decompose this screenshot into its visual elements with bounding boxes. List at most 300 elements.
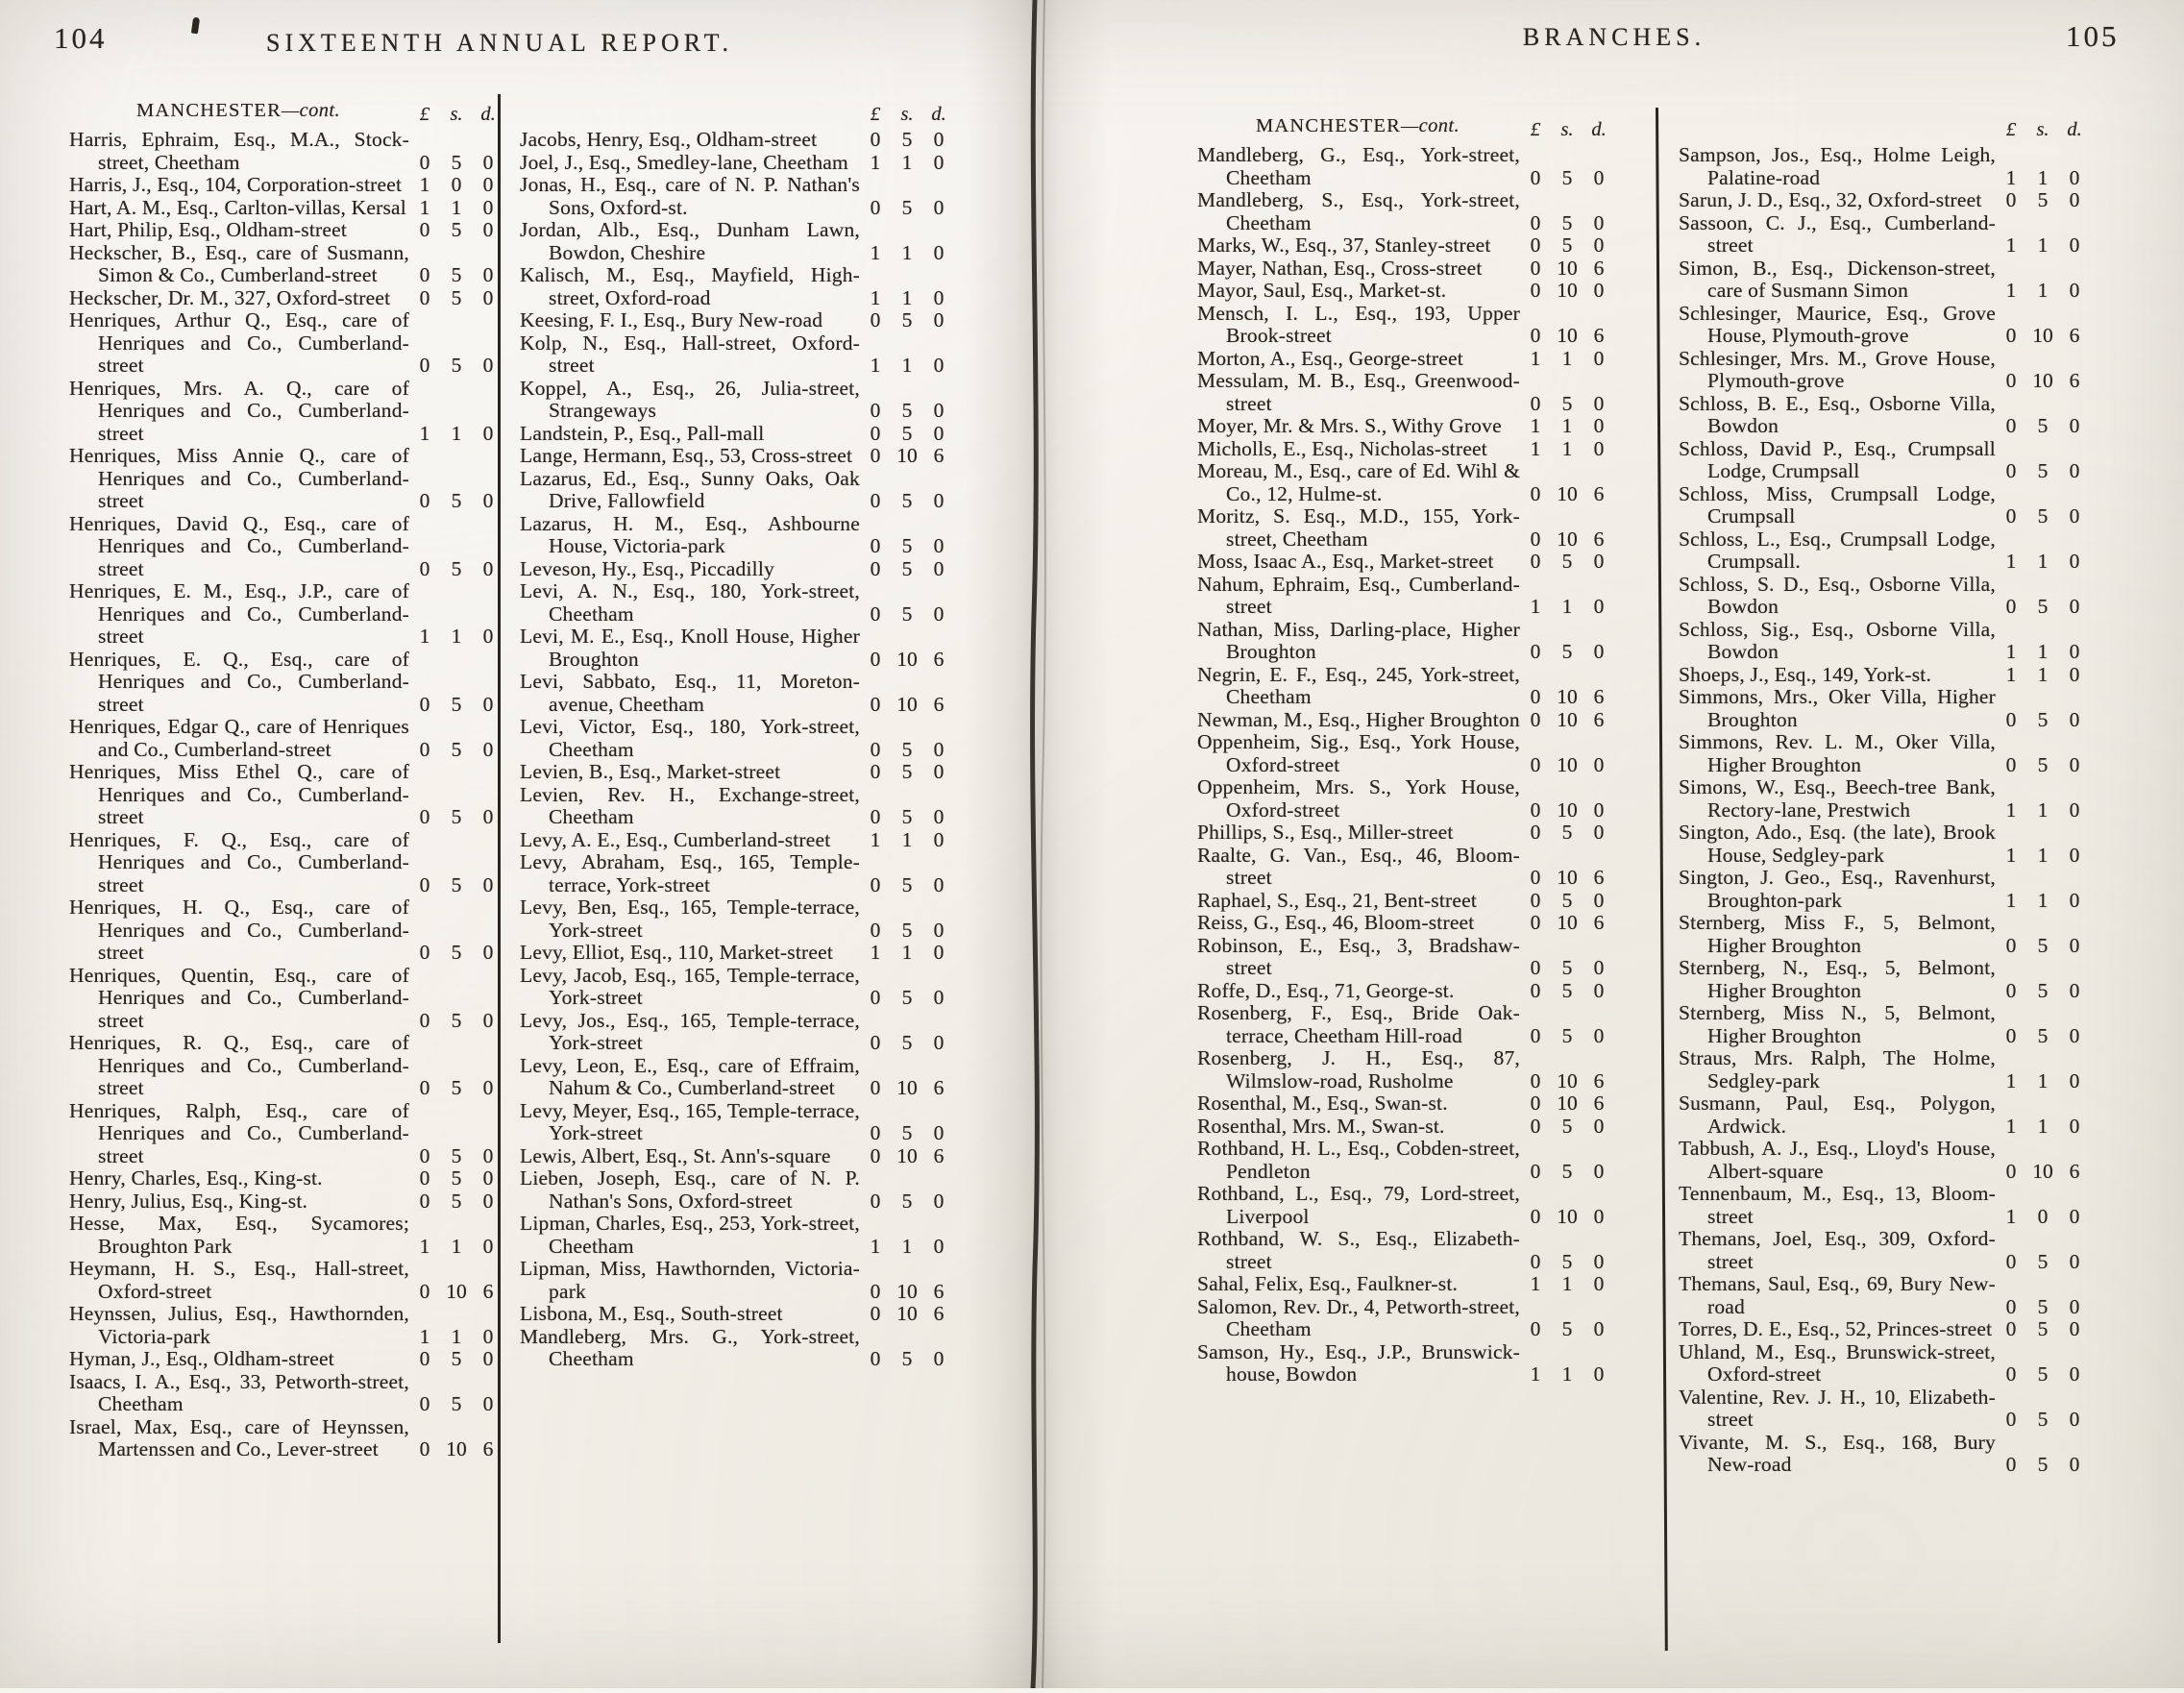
- amount-pounds: 0: [2005, 752, 2017, 776]
- subscription-entry: [1679, 393, 2090, 438]
- amount-pounds: 1: [2005, 1114, 2017, 1138]
- amount-pounds: 0: [1530, 956, 1541, 979]
- binding-crease-line: [966, 0, 1110, 1688]
- amount-pence: 0: [933, 1031, 945, 1054]
- subscriber-name: Moyer, Mr. & Mrs. S., Withy Grove: [1197, 414, 1502, 437]
- amount-shillings: 1: [1561, 1272, 1573, 1295]
- subscriber-name: Torres, D. E., Esq., 52, Princes-street: [1679, 1317, 1993, 1340]
- amount-shillings: 5: [1561, 821, 1573, 844]
- amount-pence: 6: [482, 1437, 494, 1460]
- subscription-amount: [413, 626, 503, 649]
- amount-pence: 0: [482, 1234, 494, 1258]
- subscriber-name: Levy, Ben, Esq., 165, Temple-terrace, York-street: [520, 896, 860, 942]
- subscription-entry: [69, 174, 503, 197]
- amount-pence: 0: [2069, 933, 2080, 957]
- amount-pounds: 0: [419, 150, 430, 174]
- subscriber-name: Levi, Victor, Esq., 180, York-street, Cheetham: [520, 715, 860, 761]
- amount-shillings: 10: [1557, 707, 1578, 731]
- subscription-entry: [520, 1213, 954, 1258]
- amount-shillings: 10: [896, 1143, 918, 1167]
- amount-pounds: 0: [1530, 978, 1541, 1002]
- subscription-amount: [2000, 1409, 2090, 1432]
- subscription-amount: [864, 1236, 954, 1259]
- column-divider-left: [498, 94, 501, 1643]
- subscriber-name: Henry, Charles, Esq., King-st.: [69, 1166, 323, 1190]
- amount-shillings: 5: [901, 1189, 913, 1213]
- amount-pence: 0: [933, 986, 945, 1009]
- subscription-entry: [520, 468, 954, 513]
- amount-shillings: 5: [2037, 1408, 2049, 1431]
- subscription-amount: [2000, 980, 2090, 1003]
- subscription-amount: [864, 987, 954, 1010]
- subscriber-name: Heckscher, Dr. M., 327, Oxford-street: [69, 285, 391, 309]
- subscription-amount: [1524, 1206, 1614, 1229]
- amount-pence: 0: [482, 285, 494, 309]
- amount-pence: 0: [482, 263, 494, 286]
- amount-pounds: 1: [419, 173, 430, 196]
- subscription-entry: [1197, 438, 1614, 461]
- subscription-entry: [520, 1258, 954, 1303]
- amount-pounds: 0: [419, 941, 430, 964]
- subscriber-name: Sarun, J. D., Esq., 32, Oxford-street: [1679, 188, 1982, 211]
- amount-shillings: 5: [901, 601, 913, 626]
- amount-shillings: 1: [2037, 797, 2049, 822]
- subscriber-name: Rothband, H. L., Esq., Cobden-street, Pendleton: [1197, 1137, 1520, 1183]
- amount-shillings: 5: [901, 421, 913, 445]
- amount-pounds: 0: [419, 218, 430, 241]
- amount-pence: 0: [1593, 233, 1605, 257]
- amount-pounds: 0: [1530, 391, 1541, 415]
- amount-pence: 0: [482, 1143, 494, 1167]
- amount-pounds: 0: [419, 354, 430, 377]
- amount-pounds: 0: [1530, 888, 1541, 912]
- subscription-amount: [413, 1167, 503, 1190]
- amount-pounds: 1: [2005, 662, 2017, 686]
- amount-pence: 0: [2069, 752, 2080, 776]
- subscription-amount: [864, 1077, 954, 1100]
- amount-shillings: 10: [1557, 1068, 1578, 1092]
- amount-pence: 0: [1593, 391, 1605, 415]
- pence-label: d.: [480, 104, 496, 125]
- subscription-entry: [69, 1371, 503, 1416]
- subscriber-column-2: [520, 100, 954, 1371]
- subscription-entry: [1197, 144, 1614, 189]
- subscription-amount: [1524, 1251, 1614, 1274]
- amount-shillings: 5: [1561, 550, 1573, 573]
- subscription-entry: [69, 242, 503, 287]
- subscription-amount: [1524, 1116, 1614, 1139]
- subscription-entry: [69, 1416, 503, 1461]
- amount-pounds: 0: [2005, 188, 2017, 211]
- amount-shillings: 1: [1561, 595, 1573, 618]
- amount-pounds: 0: [870, 128, 881, 151]
- subscription-amount: [413, 423, 503, 446]
- subscription-entry: [69, 378, 503, 446]
- subscription-entry: [69, 513, 503, 581]
- subscriber-name: Uhland, M., Esq., Brunswick-street, Oxford-street: [1679, 1339, 1996, 1386]
- subscriber-name: Hesse, Max, Esq., Sycamores; Broughton Park: [69, 1212, 409, 1258]
- amount-pence: 0: [1593, 821, 1605, 844]
- amount-pence: 0: [1593, 752, 1605, 776]
- currency-header: [864, 104, 954, 126]
- amount-pounds: 0: [1530, 481, 1541, 505]
- subscription-amount: [864, 942, 954, 965]
- subscriber-name: Rosenberg, J. H., Esq., 87, Wilmslow-road, Rusholme: [1197, 1046, 1520, 1092]
- subscriber-name: Keesing, F. I., Esq., Bury New-road: [520, 308, 823, 331]
- amount-shillings: 5: [451, 692, 462, 716]
- subscription-amount: [864, 129, 954, 152]
- subscription-amount: [1524, 528, 1614, 552]
- subscriber-name: Henriques, Mrs. A. Q., care of Henriques and Co., Cumberland-street: [69, 376, 409, 445]
- amount-pounds: 0: [2005, 369, 2017, 392]
- subscriber-name: Simon, B., Esq., Dickenson-street, care of Susmann Simon: [1679, 256, 1996, 302]
- subscription-entry: [520, 129, 954, 152]
- subscription-entry: [1679, 867, 2090, 912]
- subscriber-name: Levien, Rev. H., Exchange-street, Cheetham: [520, 782, 860, 828]
- currency-header: [413, 104, 503, 126]
- amount-pounds: 1: [419, 195, 430, 219]
- subscription-entry: [520, 580, 954, 626]
- subscription-entry: [520, 332, 954, 378]
- amount-shillings: 5: [451, 1392, 462, 1415]
- subscriber-name: Henriques, E. Q., Esq., care of Henriques and Co., Cumberland-street: [69, 647, 409, 716]
- subscription-amount: [2000, 1025, 2090, 1048]
- subscriber-name: Valentine, Rev. J. H., 10, Elizabeth-street: [1679, 1385, 1996, 1431]
- amount-shillings: 5: [1561, 888, 1573, 912]
- amount-pence: 6: [2069, 1159, 2080, 1183]
- amount-pounds: 0: [419, 285, 430, 309]
- subscriber-name: Levien, B., Esq., Market-street: [520, 760, 781, 783]
- amount-pence: 0: [1593, 956, 1605, 979]
- amount-pounds: 0: [2005, 1362, 2017, 1386]
- subscriber-name: Robinson, E., Esq., 3, Bradshaw-street: [1197, 933, 1520, 979]
- amount-pence: 0: [2069, 279, 2080, 302]
- amount-pounds: 1: [2005, 888, 2017, 912]
- amount-shillings: 10: [896, 444, 918, 467]
- pence-label: d.: [2067, 119, 2082, 140]
- amount-shillings: 5: [2037, 188, 2049, 211]
- amount-shillings: 10: [446, 1437, 467, 1460]
- amount-shillings: 5: [2037, 707, 2049, 731]
- amount-pounds: 0: [870, 918, 881, 942]
- amount-pounds: 0: [1530, 640, 1541, 663]
- book-binding-shadow: [966, 0, 1110, 1688]
- subscription-entry: [520, 1100, 954, 1145]
- subscription-amount: [2000, 167, 2090, 190]
- subscription-entry: [1197, 303, 1614, 348]
- amount-shillings: 0: [451, 173, 462, 196]
- amount-shillings: 5: [451, 872, 462, 896]
- subscriber-name: Susmann, Paul, Esq., Polygon, Ardwick.: [1679, 1092, 1996, 1138]
- amount-shillings: 5: [901, 805, 913, 828]
- amount-shillings: 10: [2032, 369, 2053, 392]
- subscription-amount: [1524, 483, 1614, 506]
- subscriber-name: Harris, Ephraim, Esq., M.A., Stock-street, Cheetham: [69, 128, 409, 174]
- amount-pence: 0: [2069, 707, 2080, 731]
- amount-pence: 6: [933, 692, 945, 716]
- pence-label: d.: [1591, 119, 1607, 140]
- subscriber-name: Mandleberg, G., Esq., York-street, Cheetham: [1197, 143, 1520, 189]
- subscriber-name: Schloss, L., Esq., Crumpsall Lodge, Crumpsall.: [1679, 527, 1996, 573]
- amount-shillings: 1: [451, 421, 462, 445]
- amount-pence: 0: [2069, 1068, 2080, 1092]
- amount-pence: 0: [482, 1347, 494, 1370]
- amount-shillings: 5: [901, 986, 913, 1009]
- amount-pence: 0: [2069, 1249, 2080, 1273]
- amount-pence: 0: [482, 173, 494, 196]
- amount-pence: 0: [2069, 188, 2080, 211]
- subscriber-name: Rothband, W. S., Esq., Elizabeth-street: [1197, 1227, 1520, 1273]
- amount-shillings: 5: [2037, 595, 2049, 618]
- amount-shillings: 1: [451, 1234, 462, 1258]
- subscription-amount: [413, 874, 503, 897]
- amount-shillings: 10: [1557, 527, 1578, 551]
- pounds-symbol: £: [419, 104, 430, 125]
- amount-pence: 0: [1593, 1204, 1605, 1228]
- subscription-amount: [2000, 1318, 2090, 1341]
- amount-pounds: 0: [870, 1031, 881, 1054]
- subscription-entry: [1679, 258, 2090, 303]
- amount-pence: 0: [482, 489, 494, 512]
- amount-pounds: 0: [1530, 911, 1541, 934]
- amount-pence: 0: [482, 421, 494, 445]
- amount-pence: 0: [933, 827, 945, 851]
- subscription-entry: [1197, 664, 1614, 709]
- amount-shillings: 5: [2037, 459, 2049, 482]
- subscriber-name: Schloss, Miss, Crumpsall Lodge, Crumpsall: [1679, 481, 1996, 528]
- amount-pounds: 1: [1530, 1362, 1541, 1386]
- amount-pounds: 0: [419, 263, 430, 286]
- amount-shillings: 5: [2037, 978, 2049, 1002]
- subscription-amount: [413, 1010, 503, 1033]
- subscriber-name: Schlesinger, Mrs. M., Grove House, Plymouth-grove: [1679, 346, 1996, 392]
- subscription-entry: [69, 309, 503, 378]
- amount-shillings: 5: [901, 489, 913, 512]
- amount-pence: 0: [2069, 797, 2080, 822]
- amount-pounds: 0: [419, 1076, 430, 1099]
- subscriber-name: Joel, J., Esq., Smedley-lane, Cheetham: [520, 150, 848, 174]
- amount-pounds: 0: [2005, 707, 2017, 731]
- amount-shillings: 5: [1561, 1114, 1573, 1138]
- subscription-amount: [1524, 393, 1614, 416]
- subscription-amount: [2000, 1161, 2090, 1184]
- amount-shillings: 10: [896, 1076, 918, 1099]
- amount-shillings: 10: [1557, 685, 1578, 708]
- subscriber-name: Simmons, Mrs., Oker Villa, Higher Broughton: [1679, 685, 1996, 731]
- column-header: [1679, 115, 2090, 141]
- subscription-entry: [520, 784, 954, 829]
- amount-pounds: 0: [1530, 527, 1541, 551]
- subscriber-name: Jordan, Alb., Esq., Dunham Lawn, Bowdon, Cheshire: [520, 218, 860, 264]
- amount-pence: 6: [1593, 707, 1605, 731]
- subscription-entry: [69, 1303, 503, 1348]
- amount-pounds: 0: [870, 489, 881, 512]
- amount-pounds: 1: [2005, 165, 2017, 189]
- subscription-amount: [864, 1145, 954, 1168]
- shillings-label: s.: [1560, 119, 1574, 140]
- amount-shillings: 1: [2037, 640, 2049, 663]
- amount-pence: 0: [933, 601, 945, 626]
- amount-pence: 0: [482, 150, 494, 174]
- amount-shillings: 1: [2037, 165, 2049, 189]
- amount-pounds: 0: [870, 421, 881, 445]
- amount-pence: 0: [933, 489, 945, 512]
- subscriber-name: Negrin, E. F., Esq., 245, York-street, Cheetham: [1197, 662, 1520, 708]
- amount-pence: 0: [933, 872, 945, 896]
- amount-pence: 0: [933, 421, 945, 445]
- amount-pence: 0: [1593, 640, 1605, 663]
- subscription-entry: [1679, 776, 2090, 822]
- section-title: [1197, 115, 1518, 137]
- subscription-entry: [520, 513, 954, 558]
- subscriber-name: Rosenberg, F., Esq., Bride Oak-terrace, Cheetham Hill-road: [1197, 1001, 1520, 1047]
- amount-pence: 0: [933, 240, 945, 264]
- subscriber-name: Koppel, A., Esq., 26, Julia-street, Strangeways: [520, 376, 860, 422]
- subscription-entry: [1197, 890, 1614, 913]
- subscription-amount: [413, 558, 503, 581]
- amount-pounds: 1: [1530, 346, 1541, 370]
- subscriber-name: Henriques, Arthur Q., Esq., care of Henriques and Co., Cumberland-street: [69, 308, 409, 377]
- amount-pence: 6: [1593, 527, 1605, 551]
- amount-shillings: 10: [1557, 279, 1578, 302]
- subscription-amount: [413, 942, 503, 965]
- subscription-entry: [1679, 957, 2090, 1002]
- amount-pounds: 0: [870, 737, 881, 761]
- subscriber-name: Mayer, Nathan, Esq., Cross-street: [1197, 256, 1483, 280]
- subscription-amount: [1524, 325, 1614, 348]
- subscription-amount: [864, 309, 954, 332]
- subscription-entry: [1197, 415, 1614, 438]
- amount-pence: 0: [2069, 550, 2080, 573]
- amount-pounds: 0: [1530, 210, 1541, 234]
- subscription-entry: [1679, 483, 2090, 528]
- amount-pounds: 0: [2005, 414, 2017, 437]
- amount-shillings: 5: [901, 760, 913, 783]
- amount-shillings: 5: [1561, 1317, 1573, 1340]
- amount-pence: 6: [1593, 911, 1605, 934]
- subscriber-name: Schloss, Sig., Esq., Osborne Villa, Bowdon: [1679, 617, 1996, 663]
- subscriber-name: Sington, Ado., Esq. (the late), Brook House, Sedgley-park: [1679, 821, 1996, 867]
- amount-pounds: 0: [2005, 1023, 2017, 1047]
- subscriber-name: Mandleberg, Mrs. G., York-street, Cheetham: [520, 1324, 860, 1370]
- amount-pence: 0: [2069, 459, 2080, 482]
- amount-shillings: 5: [451, 285, 462, 309]
- amount-shillings: 5: [451, 1008, 462, 1032]
- amount-pounds: 0: [870, 534, 881, 557]
- subscription-entry: [1197, 460, 1614, 505]
- amount-pounds: 0: [2005, 1159, 2017, 1183]
- subscriber-name: Henriques, H. Q., Esq., care of Henriques and Co., Cumberland-street: [69, 896, 409, 964]
- subscriber-name: Levi, M. E., Esq., Knoll House, Higher Broughton: [520, 625, 860, 671]
- subscriber-name: Simmons, Rev. L. M., Oker Villa, Higher Broughton: [1679, 730, 1996, 776]
- subscription-amount: [2000, 845, 2090, 868]
- subscription-entry: [1679, 1002, 2090, 1047]
- amount-pounds: 1: [870, 150, 881, 174]
- amount-shillings: 5: [1561, 1159, 1573, 1183]
- amount-pounds: 0: [870, 872, 881, 896]
- amount-shillings: 5: [2037, 1453, 2049, 1476]
- subscriber-name: Heymann, H. S., Esq., Hall-street, Oxford-street: [69, 1257, 409, 1303]
- subscriber-name: Henriques, Ralph, Esq., care of Henriques and Co., Cumberland-street: [69, 1098, 409, 1167]
- subscription-amount: [1524, 551, 1614, 574]
- subscription-amount: [2000, 935, 2090, 958]
- subscription-entry: [520, 264, 954, 309]
- amount-pence: 0: [2069, 165, 2080, 189]
- section-name: MANCHESTER: [135, 100, 282, 121]
- subscriber-name: Sternberg, Miss F., 5, Belmont, Higher Broughton: [1679, 911, 1996, 957]
- subscription-entry: [1679, 438, 2090, 483]
- subscription-amount: [1524, 1092, 1614, 1116]
- subscription-amount: [413, 219, 503, 242]
- subscription-entry: [1679, 144, 2090, 189]
- subscription-entry: [1197, 845, 1614, 890]
- amount-pounds: 0: [419, 1143, 430, 1167]
- amount-pence: 6: [933, 1076, 945, 1099]
- subscription-amount: [864, 355, 954, 378]
- amount-pence: 0: [2069, 888, 2080, 912]
- amount-pence: 0: [933, 399, 945, 422]
- subscription-amount: [864, 1032, 954, 1055]
- subscription-amount: [864, 806, 954, 829]
- subscription-entry: [1197, 189, 1614, 234]
- subscriber-name: Hart, A. M., Esq., Carlton-villas, Kersal: [69, 195, 406, 219]
- subscription-entry: [1197, 1002, 1614, 1047]
- amount-pounds: 0: [1530, 256, 1541, 280]
- subscription-amount: [2000, 1070, 2090, 1093]
- subscription-amount: [864, 920, 954, 943]
- amount-pounds: 0: [870, 692, 881, 716]
- subscription-amount: [1524, 1318, 1614, 1341]
- subscriber-name: Leveson, Hy., Esq., Piccadilly: [520, 556, 774, 580]
- amount-shillings: 5: [901, 399, 913, 422]
- subscription-entry: [1679, 822, 2090, 867]
- subscription-entry: [69, 445, 503, 513]
- subscriber-name: Levi, A. N., Esq., 180, York-street, Cheetham: [520, 579, 860, 626]
- subscription-amount: [1524, 1025, 1614, 1048]
- amount-pounds: 0: [419, 556, 430, 580]
- subscription-entry: [520, 1326, 954, 1371]
- subscription-entry: [520, 1055, 954, 1100]
- subscriber-name: Moss, Isaac A., Esq., Market-street: [1197, 550, 1494, 573]
- amount-pence: 0: [933, 285, 945, 309]
- amount-pence: 0: [1593, 1249, 1605, 1273]
- subscriber-name: Mandleberg, S., Esq., York-street, Cheetham: [1197, 188, 1520, 234]
- subscription-amount: [1524, 415, 1614, 438]
- subscription-entry: [69, 1167, 503, 1190]
- amount-pence: 0: [933, 1234, 945, 1258]
- subscriber-name: Isaacs, I. A., Esq., 33, Petworth-street, Cheetham: [69, 1369, 409, 1415]
- subscription-entry: [520, 309, 954, 332]
- amount-pence: 0: [2069, 504, 2080, 528]
- amount-shillings: 1: [451, 1324, 462, 1348]
- section-continued-label: —cont.: [1400, 115, 1460, 136]
- amount-pence: 0: [1593, 797, 1605, 822]
- subscription-entry: [1679, 1228, 2090, 1273]
- subscription-entry: [1197, 258, 1614, 281]
- amount-pounds: 0: [1530, 550, 1541, 573]
- subscriber-name: Rosenthal, M., Esq., Swan-st.: [1197, 1092, 1448, 1115]
- shillings-label: s.: [450, 104, 463, 125]
- amount-pence: 0: [1593, 1023, 1605, 1047]
- amount-pounds: 1: [419, 421, 430, 445]
- amount-shillings: 10: [896, 1279, 918, 1303]
- subscription-amount: [2000, 1251, 2090, 1274]
- amount-pounds: 0: [2005, 1453, 2017, 1476]
- subscriber-name: Morton, A., Esq., George-street: [1197, 346, 1463, 370]
- amount-pounds: 1: [1530, 595, 1541, 618]
- amount-shillings: 10: [1557, 866, 1578, 889]
- subscriber-name: Henriques, R. Q., Esq., care of Henriques and Co., Cumberland-street: [69, 1031, 409, 1099]
